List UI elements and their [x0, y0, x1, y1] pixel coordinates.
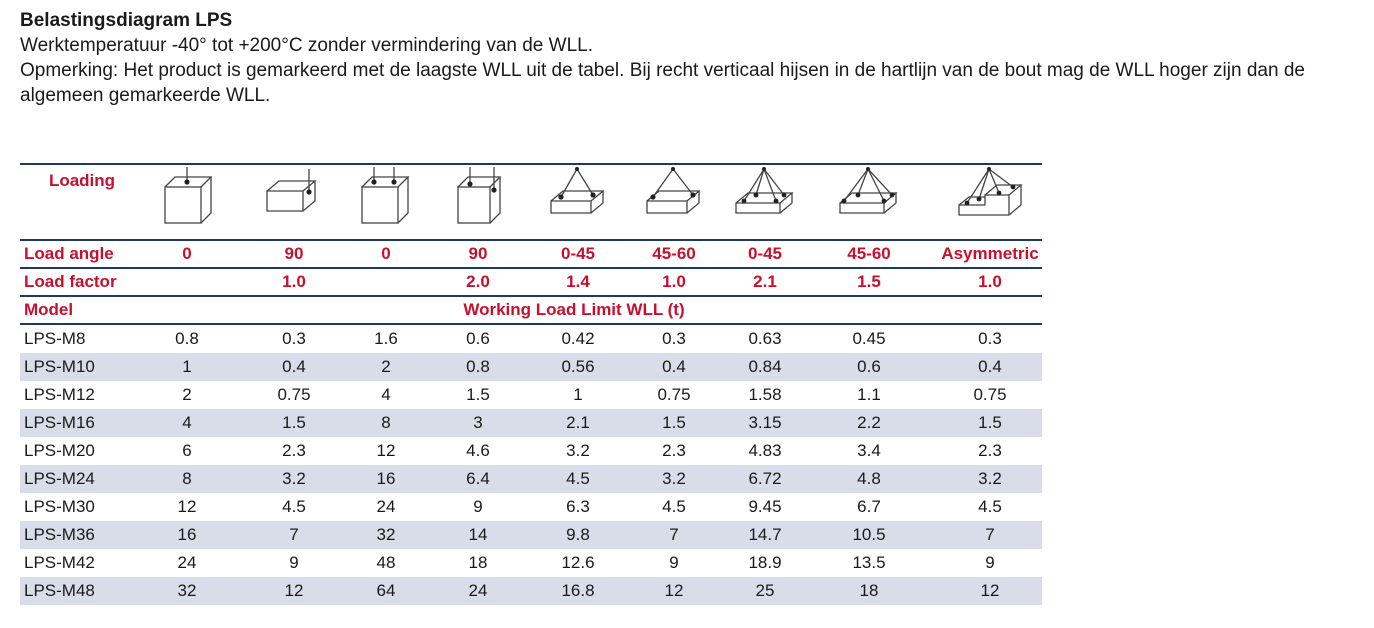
wll-value-cell: 12 [376, 441, 396, 460]
wll-value-cell: 4.6 [466, 441, 490, 460]
load-angle-cell: 0 [182, 244, 192, 263]
model-cell: LPS-M36 [24, 525, 95, 544]
load-factor-cell: 2.1 [753, 272, 777, 291]
load-angle-cell: 45-60 [847, 244, 891, 263]
plate-two-leg-icon [618, 165, 730, 221]
wll-value-cell: 16 [376, 469, 396, 488]
wll-value-cell: 7 [985, 525, 995, 544]
wll-value-cell: 4 [182, 413, 192, 432]
wll-value-cell: 8 [381, 413, 391, 432]
wll-value-cell: 1 [573, 385, 583, 404]
table-row [20, 325, 1042, 353]
wll-value-cell: 0.75 [657, 385, 691, 404]
wll-value-cell: 9 [669, 553, 679, 572]
wll-value-cell: 0.63 [748, 329, 782, 348]
wll-value-cell: 9.8 [566, 525, 590, 544]
wll-value-cell: 1.6 [374, 329, 398, 348]
loading-label: Loading [48, 171, 116, 190]
wll-value-cell: 14 [468, 525, 488, 544]
load-factor-row [20, 269, 1042, 295]
box-side-pull-icon [234, 165, 354, 215]
table-row [20, 549, 1042, 577]
load-factor-cell: 1.0 [662, 272, 686, 291]
wll-value-cell: 0.45 [852, 329, 886, 348]
wll-value-cell: 3.15 [748, 413, 782, 432]
load-factor-cell: 1.4 [566, 272, 590, 291]
wll-value-cell: 12 [664, 581, 684, 600]
table-row [20, 465, 1042, 493]
cube-vertical-top-icon [140, 165, 234, 227]
table-row [20, 437, 1042, 465]
model-label: Model [24, 300, 74, 319]
model-cell: LPS-M20 [24, 441, 95, 460]
wll-value-cell: 1.1 [857, 385, 881, 404]
wll-value-cell: 10.5 [852, 525, 886, 544]
wll-value-cell: 1.5 [662, 413, 686, 432]
wll-value-cell: 3.2 [662, 469, 686, 488]
load-angle-cell: Asymmetric [941, 244, 1039, 263]
load-angle-cell: 45-60 [652, 244, 696, 263]
load-angle-cell: 90 [468, 244, 488, 263]
load-factor-label: Load factor [24, 272, 117, 291]
wll-value-cell: 4.8 [857, 469, 881, 488]
load-angle-row [20, 241, 1042, 267]
load-factor-cell: 1.0 [978, 272, 1002, 291]
wll-value-cell: 32 [376, 525, 396, 544]
wll-value-cell: 32 [177, 581, 197, 600]
wll-value-cell: 9.45 [748, 497, 782, 516]
wll-value-cell: 12 [177, 497, 197, 516]
wll-value-cell: 1.5 [466, 385, 490, 404]
wll-value-cell: 24 [376, 497, 396, 516]
wll-value-cell: 6 [182, 441, 192, 460]
wll-value-cell: 12 [284, 581, 304, 600]
wll-value-cell: 0.84 [748, 357, 782, 376]
load-angle-cell: 0-45 [560, 244, 596, 263]
wll-value-cell: 64 [376, 581, 396, 600]
wll-value-cell: 18 [859, 581, 879, 600]
wll-value-cell: 0.3 [662, 329, 686, 348]
plate-asymmetric-icon [938, 165, 1042, 221]
table-row [20, 381, 1042, 409]
wll-value-cell: 2.3 [662, 441, 686, 460]
plate-four-leg-icon [800, 165, 938, 221]
wll-value-cell: 0.56 [561, 357, 595, 376]
table-row [20, 353, 1042, 381]
intro-text [20, 8, 1365, 108]
wll-value-cell: 3.2 [978, 469, 1002, 488]
wll-value-cell: 6.3 [566, 497, 590, 516]
wll-value-cell: 9 [473, 497, 483, 516]
plate-four-leg-icon [730, 165, 800, 221]
wll-value-cell: 12.6 [561, 553, 595, 572]
wll-value-cell: 14.7 [748, 525, 782, 544]
wll-value-cell: 4.5 [978, 497, 1002, 516]
wll-value-cell: 24 [468, 581, 488, 600]
model-cell: LPS-M10 [24, 357, 95, 376]
wll-value-cell: 0.4 [978, 357, 1002, 376]
wll-value-cell: 18.9 [748, 553, 782, 572]
temperature-note: Werktemperatuur -40° tot +200°C zonder vermindering van de WLL. [20, 35, 593, 56]
wll-value-cell: 16 [177, 525, 197, 544]
wll-value-cell: 24 [177, 553, 197, 572]
wll-value-cell: 3.2 [282, 469, 306, 488]
wll-value-cell: 8 [182, 469, 192, 488]
cube-two-point-icon [354, 165, 418, 227]
model-cell: LPS-M48 [24, 581, 95, 600]
model-cell: LPS-M42 [24, 553, 95, 572]
load-angle-label: Load angle [24, 244, 114, 263]
wll-value-cell: 0.8 [466, 357, 490, 376]
wll-value-cell: 0.6 [857, 357, 881, 376]
wll-value-cell: 7 [669, 525, 679, 544]
model-cell: LPS-M8 [24, 329, 86, 348]
wll-value-cell: 2.3 [282, 441, 306, 460]
load-factor-cell: 1.5 [857, 272, 881, 291]
load-table [20, 163, 1042, 605]
wll-value-cell: 1.5 [978, 413, 1002, 432]
wll-label: Working Load Limit WLL (t) [463, 300, 685, 319]
load-angle-cell: 0 [381, 244, 391, 263]
wll-value-cell: 9 [289, 553, 299, 572]
wll-value-cell: 6.72 [748, 469, 782, 488]
load-factor-cell: 1.0 [282, 272, 306, 291]
loading-icons-row [20, 165, 1042, 239]
remark-note: Opmerking: Het product is gemarkeerd met de laagste WLL uit de tabel. Bij recht verticaal hijsen in de hartlijn van de bout mag de WLL hoger zijn dan de algemeen gemarkeerde WLL. [20, 60, 1305, 106]
plate-two-leg-icon [538, 165, 618, 221]
wll-value-cell: 2 [182, 385, 192, 404]
wll-value-cell: 2.2 [857, 413, 881, 432]
wll-value-cell: 4.83 [748, 441, 782, 460]
wll-value-cell: 3.2 [566, 441, 590, 460]
wll-value-cell: 0.4 [282, 357, 306, 376]
load-factor-cell: 2.0 [466, 272, 490, 291]
wll-value-cell: 6.7 [857, 497, 881, 516]
wll-value-cell: 0.4 [662, 357, 686, 376]
wll-value-cell: 1.58 [748, 385, 782, 404]
wll-value-cell: 3 [473, 413, 483, 432]
model-cell: LPS-M16 [24, 413, 95, 432]
wll-value-cell: 18 [468, 553, 488, 572]
wll-value-cell: 16.8 [561, 581, 595, 600]
wll-value-cell: 25 [755, 581, 775, 600]
wll-value-cell: 4.5 [566, 469, 590, 488]
model-cell: LPS-M30 [24, 497, 95, 516]
table-row [20, 493, 1042, 521]
page-title: Belastingsdiagram LPS [20, 10, 233, 31]
model-header-row [20, 297, 1042, 323]
table-row [20, 521, 1042, 549]
wll-value-cell: 0.42 [561, 329, 595, 348]
wll-value-cell: 4 [381, 385, 391, 404]
wll-value-cell: 6.4 [466, 469, 490, 488]
table-row [20, 577, 1042, 605]
wll-value-cell: 0.75 [973, 385, 1007, 404]
wll-value-cell: 0.75 [277, 385, 311, 404]
cube-two-leg-90-icon [418, 165, 538, 227]
wll-value-cell: 4.5 [662, 497, 686, 516]
wll-value-cell: 12 [980, 581, 1000, 600]
wll-value-cell: 0.8 [175, 329, 199, 348]
wll-value-cell: 2.3 [978, 441, 1002, 460]
load-angle-cell: 90 [284, 244, 304, 263]
model-cell: LPS-M12 [24, 385, 95, 404]
wll-value-cell: 0.6 [466, 329, 490, 348]
wll-value-cell: 1.5 [282, 413, 306, 432]
wll-value-cell: 0.3 [282, 329, 306, 348]
data-rows [20, 325, 1042, 605]
model-cell: LPS-M24 [24, 469, 95, 488]
wll-value-cell: 4.5 [282, 497, 306, 516]
wll-value-cell: 9 [985, 553, 995, 572]
wll-value-cell: 13.5 [852, 553, 886, 572]
load-angle-cell: 0-45 [747, 244, 783, 263]
wll-value-cell: 2.1 [566, 413, 590, 432]
table-row [20, 409, 1042, 437]
wll-value-cell: 2 [381, 357, 391, 376]
wll-value-cell: 3.4 [857, 441, 881, 460]
wll-value-cell: 7 [289, 525, 299, 544]
wll-value-cell: 1 [182, 357, 192, 376]
wll-value-cell: 48 [376, 553, 396, 572]
wll-value-cell: 0.3 [978, 329, 1002, 348]
